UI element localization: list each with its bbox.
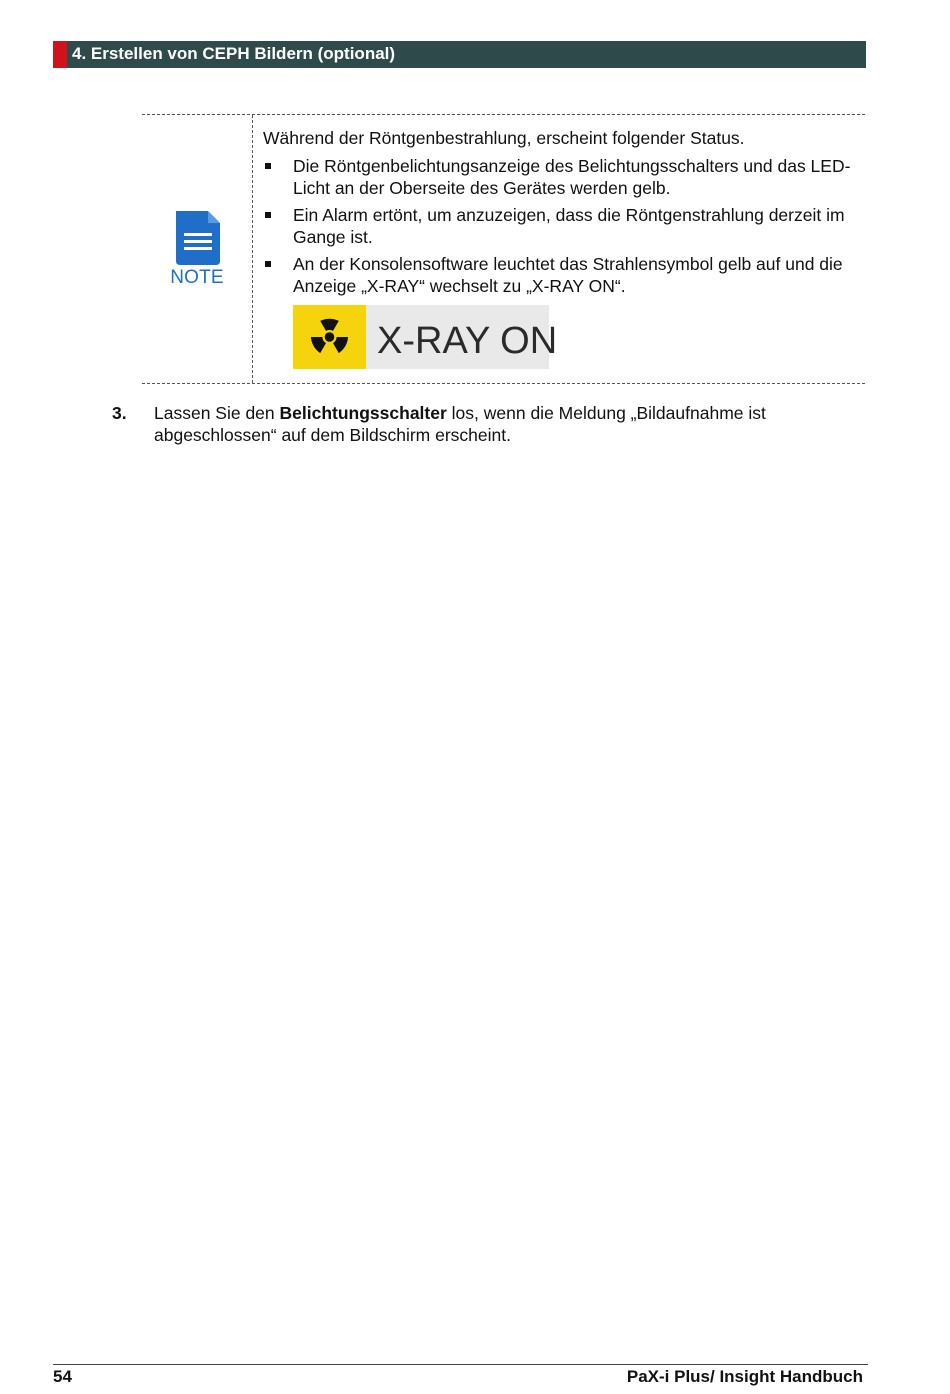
footer-doc-title: PaX-i Plus/ Insight Handbuch	[626, 1367, 863, 1386]
step-text-after: los, wenn die Meldung „Bildaufnahme ist abgeschlossen“ auf dem Bildschirm erscheint.	[154, 403, 766, 445]
note-bullet-item	[263, 253, 861, 297]
note-box	[142, 114, 865, 384]
footer-page-number: 54	[53, 1367, 72, 1386]
note-bullet-list	[263, 155, 861, 297]
header-accent-stripe	[53, 41, 67, 68]
step-text	[154, 402, 834, 446]
xray-on-label: X-RAY ON	[377, 320, 558, 362]
note-document-graphic	[166, 207, 228, 269]
bullet-square-icon	[265, 261, 271, 267]
note-bullet-item	[263, 204, 861, 248]
section-title: 4. Erstellen von CEPH Bildern (optional)	[72, 44, 396, 63]
radiation-icon	[293, 305, 366, 369]
note-document-icon	[166, 207, 228, 293]
step-text-bold: Belichtungsschalter	[279, 403, 447, 423]
radiation-symbol-graphic	[293, 305, 366, 369]
note-divider	[252, 115, 253, 383]
xray-on-status-image	[293, 305, 558, 369]
bullet-square-icon	[265, 163, 271, 169]
step-text-before: Lassen Sie den	[154, 403, 280, 423]
note-intro: Während der Röntgenbestrahlung, erscheint folgender Status.	[263, 128, 745, 148]
bullet-square-icon	[265, 212, 271, 218]
step-number: 3.	[112, 403, 127, 423]
note-bullet-text: Ein Alarm ertönt, um anzuzeigen, dass die Röntgenstrahlung derzeit im Gange ist.	[293, 205, 845, 247]
note-bullet-item	[263, 155, 861, 199]
note-icon-label: NOTE	[170, 267, 224, 288]
note-content	[263, 127, 861, 302]
footer-divider	[53, 1364, 868, 1365]
section-header-bar	[53, 41, 866, 68]
note-bullet-text: Die Röntgenbelichtungsanzeige des Belichtungsschalters und das LED-Licht an der Oberseite des Gerätes werden gelb.	[293, 156, 851, 198]
note-bullet-text: An der Konsolensoftware leuchtet das Strahlensymbol gelb auf und die Anzeige „X-RAY“ wechselt zu „X-RAY ON“.	[293, 254, 843, 296]
